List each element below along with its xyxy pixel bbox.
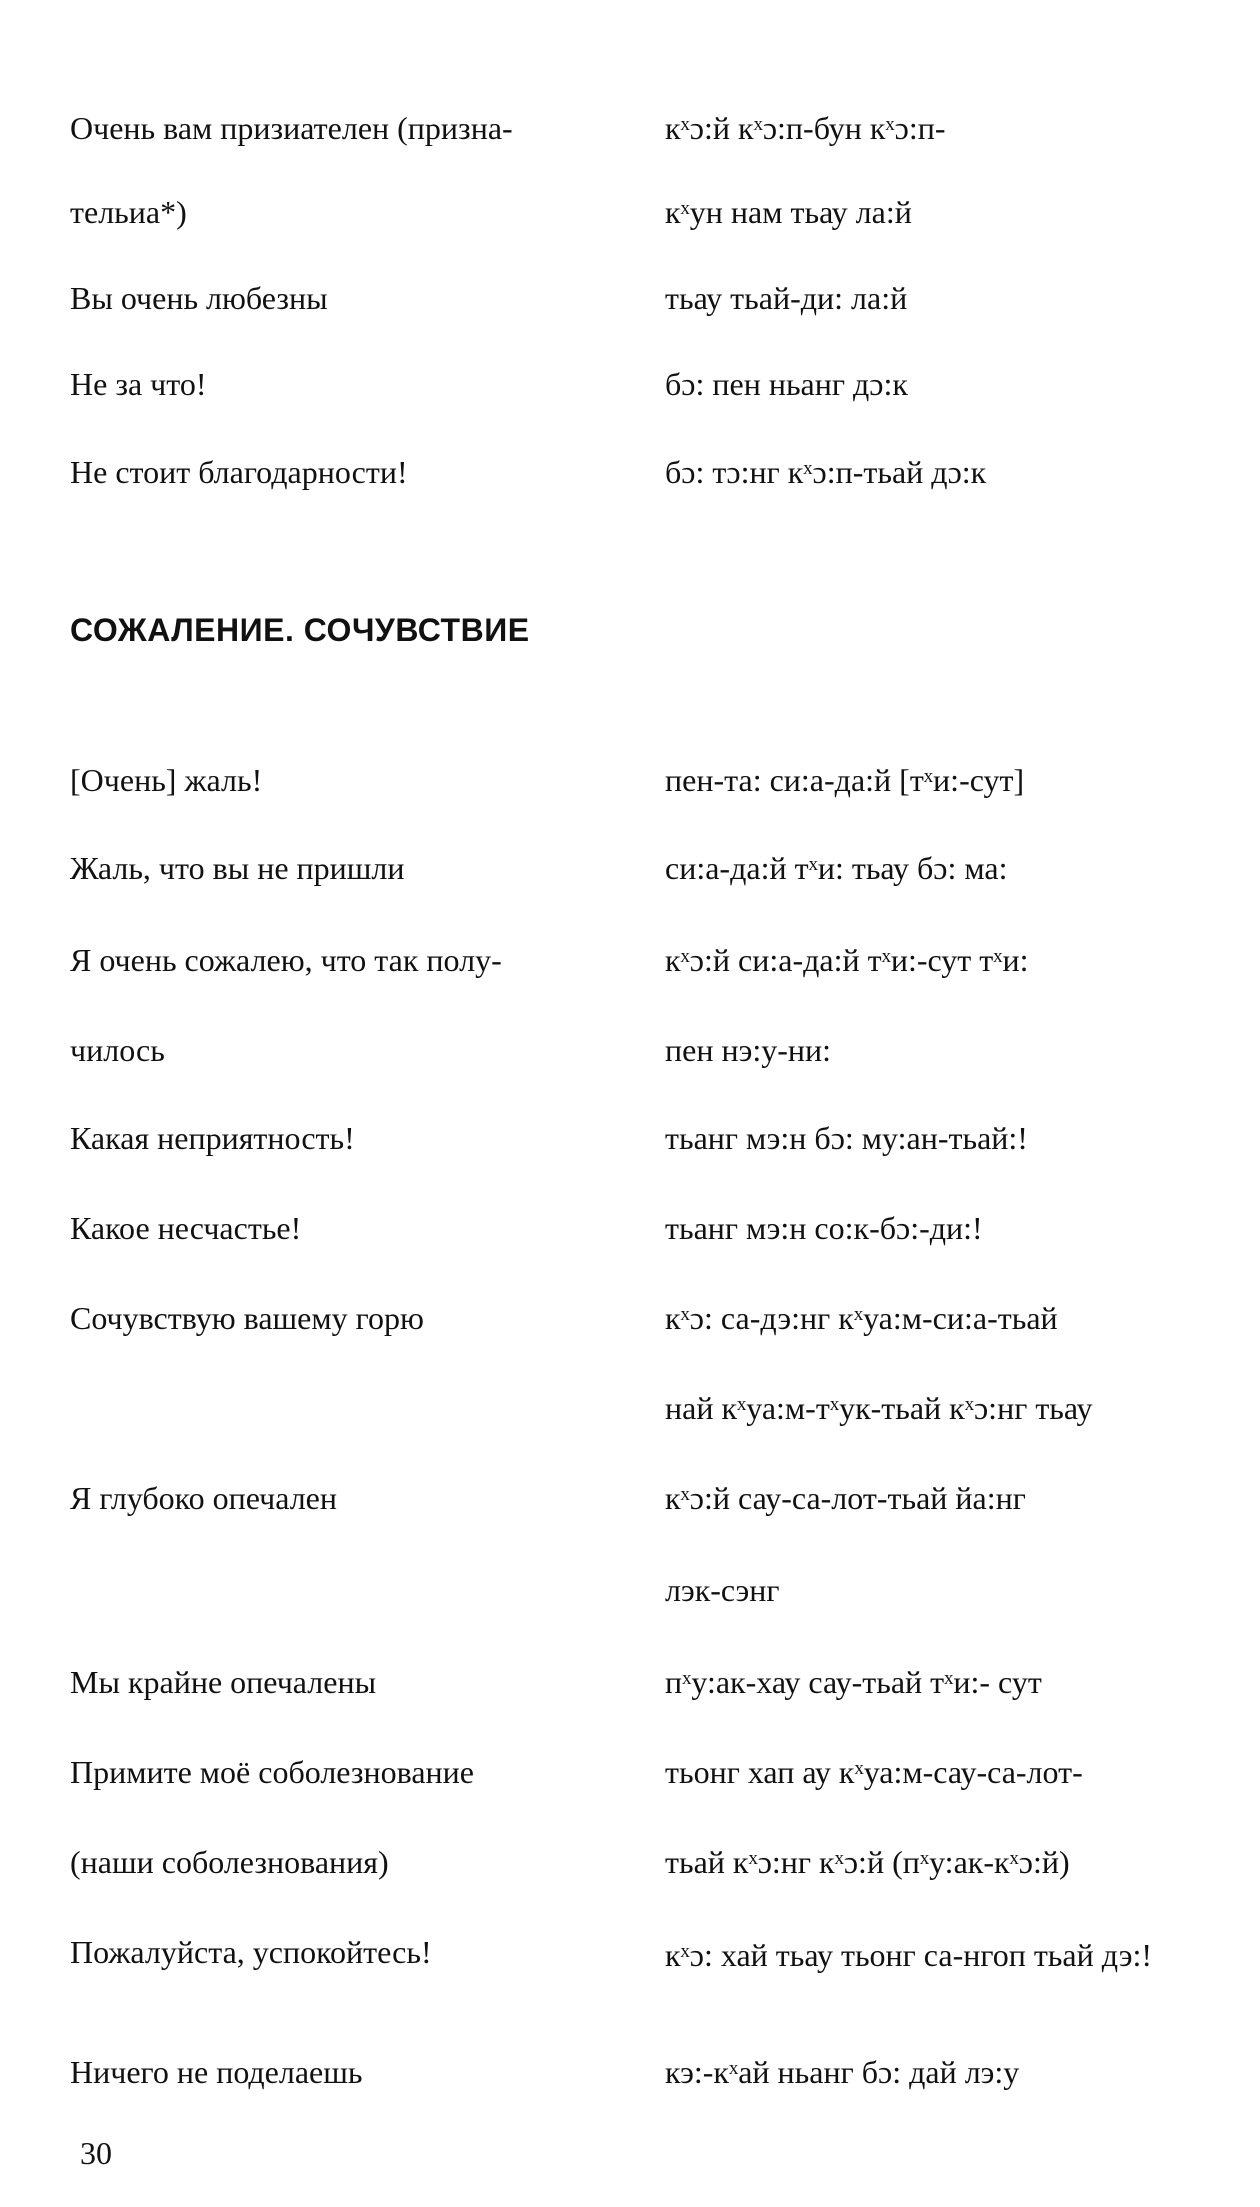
russian-phrase: тельиа*)	[70, 194, 187, 230]
russian-phrase: (наши соболезнования)	[70, 1844, 389, 1880]
phrase-row	[0, 1752, 1260, 1812]
lao-transliteration: кˣɔ: хай тьау тьонг са-нгоп тьай дэ:!	[665, 1937, 1153, 1973]
phrase-row	[0, 108, 1260, 168]
lao-transliteration: лэк-сэнг	[665, 1572, 780, 1608]
lao-transliteration: тьанг мэ:н бɔ: му:ан-тьай:!	[665, 1120, 1028, 1156]
lao-transliteration: тьанг мэ:н со:к-бɔ:-ди:!	[665, 1210, 983, 1246]
russian-phrase: Не за что!	[70, 366, 207, 402]
russian-phrase: Сочувствую вашему горю	[70, 1300, 424, 1336]
russian-phrase: Вы очень любезны	[70, 280, 328, 316]
phrase-row	[0, 760, 1260, 820]
phrase-row	[0, 1570, 1260, 1630]
phrase-row	[0, 1842, 1260, 1902]
lao-transliteration: тьай кˣɔ:нг кˣɔ:й (пˣу:ак-кˣɔ:й)	[665, 1844, 1070, 1880]
lao-transliteration: пен-та: си:а-да:й [тˣи:-сут]	[665, 762, 1025, 798]
russian-phrase: Я глубоко опечален	[70, 1480, 337, 1516]
lao-transliteration: кˣун нам тьау ла:й	[665, 194, 912, 230]
phrase-row	[0, 278, 1260, 338]
russian-phrase: Примите моё соболезнование	[70, 1754, 474, 1790]
russian-phrase: Пожалуйста, успокойтесь!	[70, 1934, 432, 1970]
russian-phrase: Какое несчастье!	[70, 1210, 302, 1246]
russian-phrase: Какая неприятность!	[70, 1120, 355, 1156]
phrase-row	[0, 1208, 1260, 1268]
phrase-row	[0, 1298, 1260, 1358]
phrase-row	[0, 1388, 1260, 1448]
russian-phrase: Очень вам призиателен (призна-	[70, 110, 513, 146]
russian-phrase: чилось	[70, 1032, 165, 1068]
lao-transliteration: кˣɔ:й си:а-да:й тˣи:-сут тˣи:	[665, 942, 1029, 978]
lao-transliteration: тьау тьай-ди: ла:й	[665, 280, 908, 316]
lao-transliteration: бɔ: тɔ:нг кˣɔ:п-тьай дɔ:к	[665, 454, 987, 490]
phrase-row	[0, 1030, 1260, 1090]
phrase-row	[0, 2052, 1260, 2112]
phrase-row	[0, 364, 1260, 424]
phrase-row	[0, 1478, 1260, 1538]
phrase-row	[0, 192, 1260, 252]
lao-transliteration: кˣɔ:й кˣɔ:п-бун кˣɔ:п-	[665, 110, 946, 146]
lao-transliteration: бɔ: пен ньанг дɔ:к	[665, 366, 908, 402]
russian-phrase: Ничего не поделаешь	[70, 2054, 363, 2090]
phrase-row	[0, 1932, 1260, 2032]
lao-transliteration: най кˣуа:м-тˣук-тьай кˣɔ:нг тьау	[665, 1390, 1093, 1426]
russian-phrase: Я очень сожалею, что так полу-	[70, 942, 502, 978]
phrase-row	[0, 940, 1260, 1000]
lao-transliteration: си:а-да:й тˣи: тьау бɔ: ма:	[665, 850, 1008, 886]
russian-phrase: Жаль, что вы не пришли	[70, 850, 405, 886]
page-number: 30	[80, 2135, 112, 2171]
lao-transliteration: кˣɔ: са-дэ:нг кˣуа:м-си:а-тьай	[665, 1300, 1058, 1336]
phrase-row	[0, 452, 1260, 512]
phrase-row	[0, 1662, 1260, 1722]
lao-transliteration: пˣу:ак-хау сау-тьай тˣи:- сут	[665, 1664, 1042, 1700]
phrase-row	[0, 848, 1260, 908]
section-heading: СОЖАЛЕНИЕ. СОЧУВСТВИЕ	[70, 612, 530, 648]
russian-phrase: Не стоит благодарности!	[70, 454, 408, 490]
lao-transliteration: кˣɔ:й сау-са-лот-тьай йа:нг	[665, 1480, 1026, 1516]
russian-phrase: Мы крайне опечалены	[70, 1664, 377, 1700]
russian-phrase: [Очень] жаль!	[70, 762, 263, 798]
phrase-row	[0, 1118, 1260, 1178]
lao-transliteration: кэ:-кˣай ньанг бɔ: дай лэ:у	[665, 2054, 1020, 2090]
lao-transliteration: тьонг хап ау кˣуа:м-сау-са-лот-	[665, 1754, 1083, 1790]
lao-transliteration: пен нэ:у-ни:	[665, 1032, 831, 1068]
